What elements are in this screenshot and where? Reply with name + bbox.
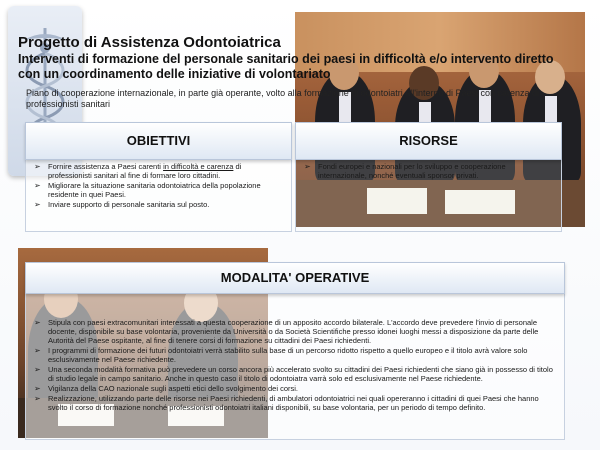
arrow-bullet-icon: ➢ [34, 318, 41, 327]
modalita-heading: MODALITA' OPERATIVE [25, 262, 565, 294]
arrow-bullet-icon: ➢ [34, 200, 41, 209]
list-item: ➢ Stipula con paesi extracomunitari interessati a questa cooperazione di un apposito accordo bilaterale. L'accordo deve prevedere l'invio di personale docente, disponibile su base volontaria, proveniente da Università o da Società Scientifiche presso idonei luoghi messi a disposizione da parte delle Autorità del Paese ospitante, al fine di tenere corsi di formazione su cittadini dei Paesi richiedenti. [34, 318, 539, 345]
risorse-heading: RISORSE [295, 122, 562, 160]
list-item: ➢ I programmi di formazione dei futuri odontoiatri verrà stabilito sulla base di un percorso ridotto rispetto a quello europeo e il titolo avrà valore solo esclusivamente nel Paese richiedente. [34, 346, 528, 364]
list-item: ➢ Una seconda modalità formativa può prevedere un corso ancora più accelerato svolto su cittadini dei Paesi richiedenti che siano già in possesso di titolo di studio legale in campo sanitario. Anche in questo caso il titolo di odontoiatra varrà solo ed esclusivamente nel Paese richiedente. [34, 365, 553, 383]
list-item: ➢ Fondi europei e nazionali per lo sviluppo e cooperazione internazionale, nonché eventuali sponsor privati. [304, 162, 506, 180]
list-item: ➢ Realizzazione, utilizzando parte delle risorse nei Paesi richiedenti, di ambulatori odontoiatrici nei quali opereranno i cittadini di quei Paesi che hanno svolto il corso di formazione nonché professionisti odontoiatri italiani disponibili, su base volontaria, per un periodo di tempo definito. [34, 394, 539, 412]
risorse-list [300, 162, 555, 181]
list-item: ➢ Vigilanza della CAO nazionale sugli aspetti etici dello svolgimento dei corsi. [34, 384, 298, 393]
slide-subtitle-line1: Interventi di formazione del personale sanitario dei paesi in difficoltà e/o intervento diretto [18, 52, 554, 66]
arrow-bullet-icon: ➢ [34, 365, 41, 374]
slide-title: Progetto di Assistenza Odontoiatrica [18, 34, 281, 51]
list-item: ➢ Fornire assistenza a Paesi carenti in difficoltà e carenza di professionisti sanitari al fine di formare loro cittadini. [34, 162, 242, 180]
arrow-bullet-icon: ➢ [34, 394, 41, 403]
modalita-list [30, 318, 558, 413]
slide-subtitle-line2: con un coordinamento delle iniziative di volontariato [18, 67, 331, 81]
title-block [18, 34, 588, 82]
arrow-bullet-icon: ➢ [304, 162, 311, 171]
arrow-bullet-icon: ➢ [34, 162, 41, 171]
obiettivi-heading: OBIETTIVI [25, 122, 292, 160]
list-item: ➢ Migliorare la situazione sanitaria odontoiatrica della popolazione residente in quei Paesi. [34, 181, 261, 199]
intro-text: Piano di cooperazione internazionale, in parte già operante, volto alla formazione di odontoiatri all'interno di Paesi con carenza di professionisti sanitari [26, 88, 540, 109]
arrow-bullet-icon: ➢ [34, 384, 41, 393]
obiettivi-list [30, 162, 285, 210]
arrow-bullet-icon: ➢ [34, 346, 41, 355]
arrow-bullet-icon: ➢ [34, 181, 41, 190]
list-item: ➢ Inviare supporto di personale sanitaria sul posto. [34, 200, 210, 209]
